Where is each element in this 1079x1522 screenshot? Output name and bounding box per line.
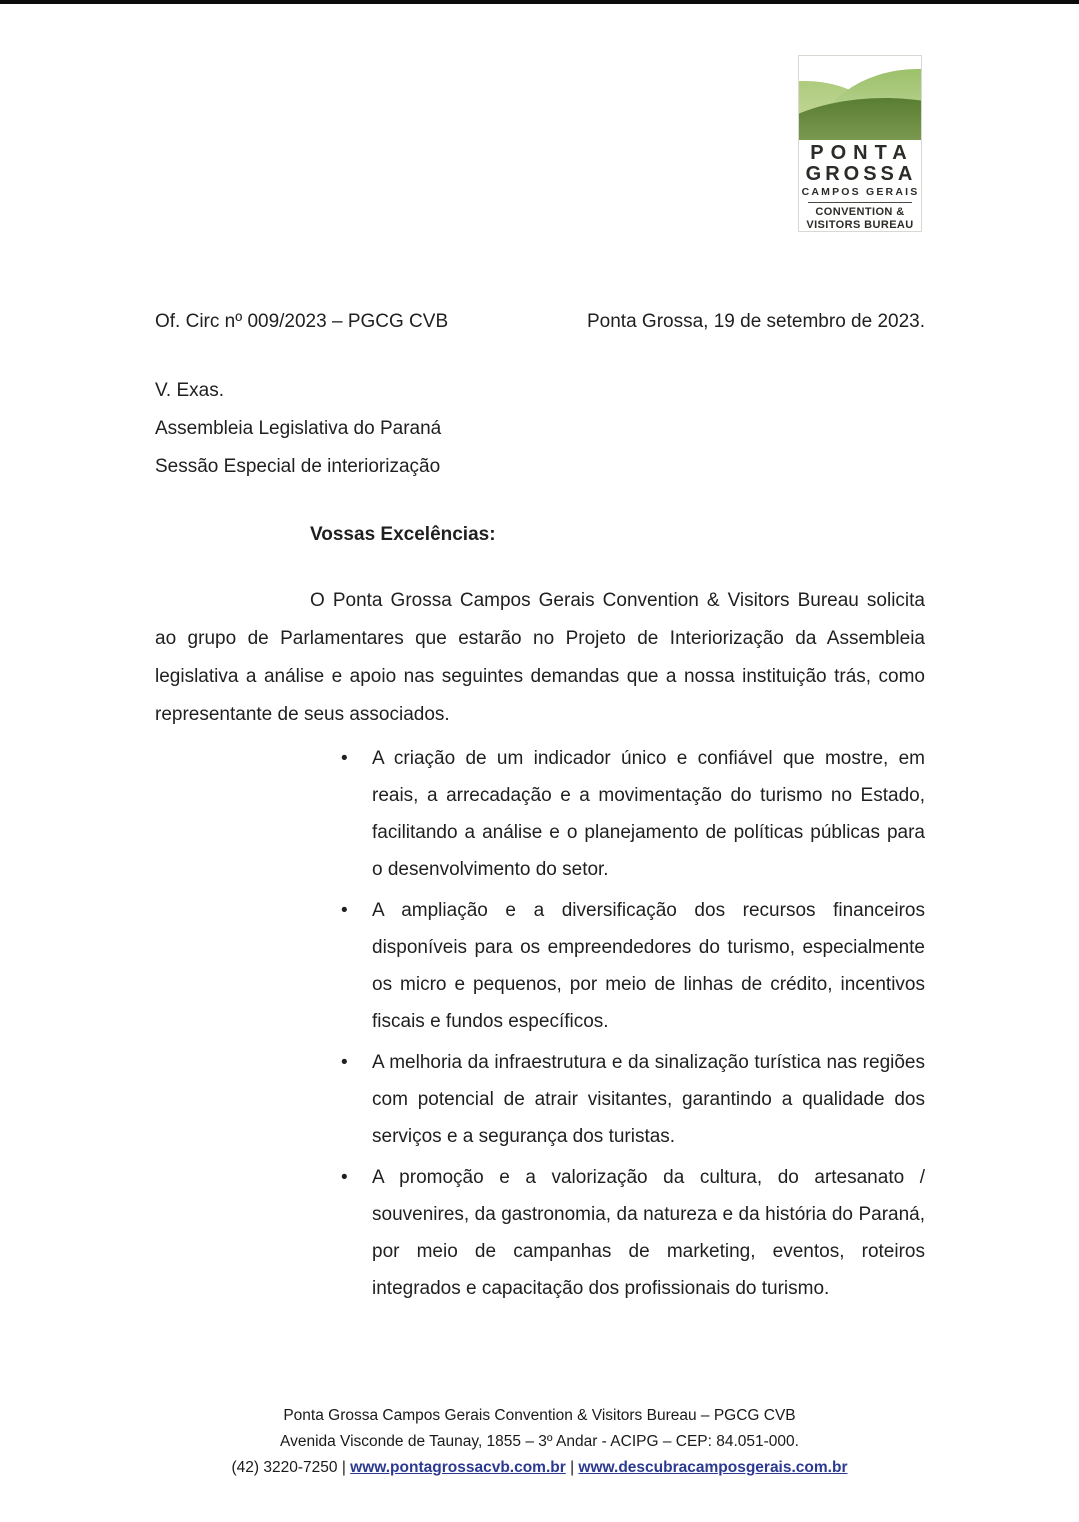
demands-list <box>372 740 925 1311</box>
scan-top-edge-bar <box>0 0 1079 4</box>
logo-text-convention: CONVENTION & <box>815 206 905 218</box>
footer-phone: (42) 3220-7250 <box>231 1459 338 1476</box>
demand-item: • A criação de um indicador único e confiável que mostre, em reais, a arrecadação e a movimentação do turismo no Estado, facilitando a análise e o planejamento de políticas públicas para o desenvolvimento do setor. <box>372 740 925 888</box>
salutation: Vossas Excelências: <box>310 524 496 545</box>
addressee-line-vexas: V. Exas. <box>155 380 225 401</box>
demand-item: • A melhoria da infraestrutura e da sinalização turística nas regiões com potencial de atrair visitantes, garantindo a qualidade dos serviços e a segurança dos turistas. <box>372 1044 925 1155</box>
footer-org-name: Ponta Grossa Campos Gerais Convention & Visitors Bureau – PGCG CVB <box>283 1407 796 1424</box>
footer-contact-line <box>0 1455 1079 1481</box>
addressee-line-sessao: Sessão Especial de interiorização <box>155 456 441 477</box>
footer-address: Avenida Visconde de Taunay, 1855 – 3º Andar - ACIPG – CEP: 84.051-000. <box>280 1433 799 1450</box>
letter-footer <box>0 1403 1079 1481</box>
reference-number: Of. Circ nº 009/2023 – PGCG CVB <box>155 311 449 332</box>
logo-text-visitors-bureau: VISITORS BUREAU <box>806 218 914 231</box>
addressee-line-assembleia: Assembleia Legislativa do Paraná <box>155 418 442 439</box>
demand-item: • A ampliação e a diversificação dos recursos financeiros disponíveis para os empreendedores do turismo, especialmente os micro e pequenos, por meio de linhas de crédito, incentivos fiscais e fundos específicos. <box>372 892 925 1040</box>
demand-item: • A promoção e a valorização da cultura, do artesanato / souvenires, da gastronomia, da natureza e da história do Paraná, por meio de campanhas de marketing, eventos, roteiros integrados e capacitação dos profissionais do turismo. <box>372 1159 925 1307</box>
footer-separator: | <box>341 1459 346 1476</box>
reference-and-date-row <box>155 303 925 341</box>
footer-separator: | <box>570 1459 575 1476</box>
logo-divider <box>808 202 913 203</box>
footer-link-pontagrossacvb[interactable]: www.pontagrossacvb.com.br <box>350 1459 566 1476</box>
date-line: Ponta Grossa, 19 de setembro de 2023. <box>587 311 925 332</box>
org-logo <box>798 55 922 232</box>
logo-text-campos-gerais: CAMPOS GERAIS <box>801 186 920 198</box>
logo-text-grossa: GROSSA <box>805 163 917 185</box>
logo-text-ponta: PONTA <box>810 142 914 164</box>
intro-paragraph: O Ponta Grossa Campos Gerais Convention & Visitors Bureau solicita ao grupo de Parlamentares que estarão no Projeto de Interiorização da Assembleia legislativa a análise e apoio nas seguintes demandas que a nossa instituição trás, como representante de seus associados. <box>155 590 925 725</box>
footer-link-descubracamposgerais[interactable]: www.descubracamposgerais.com.br <box>578 1459 848 1476</box>
logo-hills-icon <box>799 56 921 140</box>
addressee-block <box>155 372 441 486</box>
